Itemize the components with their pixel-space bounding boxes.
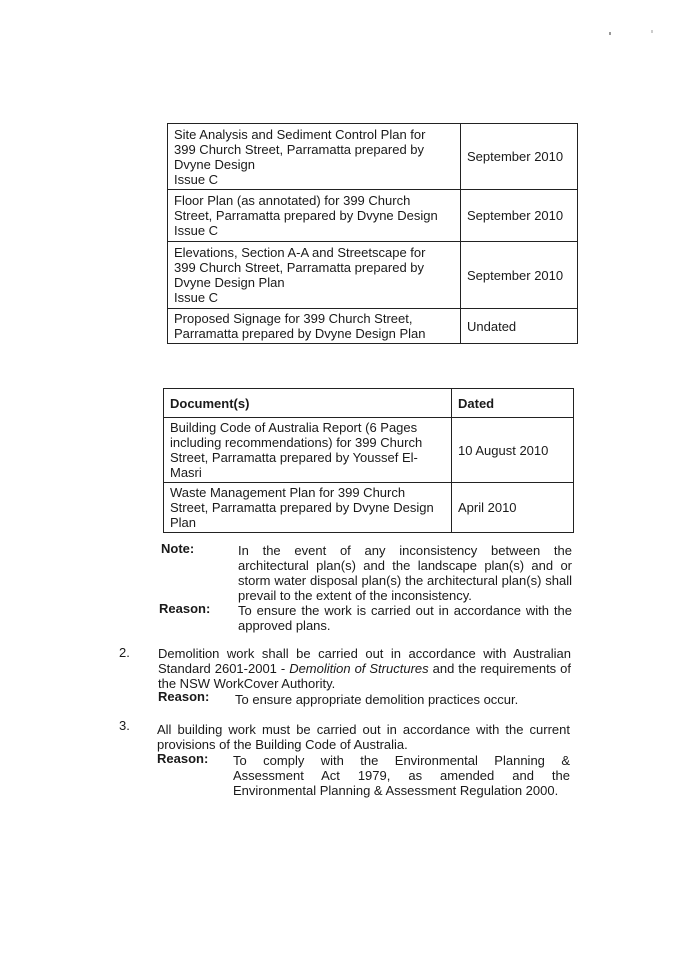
text-line: Parramatta prepared by Dvyne Design Plan [174,326,426,341]
text-line: Demolition work shall be carried out in accordance with Australian [158,646,571,661]
text-line: storm water disposal plan(s) the architectural plan(s) shall [238,573,572,588]
text-line: Street, Parramatta prepared by Youssef El- [170,450,418,465]
text-line [158,661,571,676]
text-line: provisions of the Building Code of Australia. [157,737,408,752]
documents-table [163,388,574,533]
issue-label: Issue C [174,290,219,305]
condition-2-reason-text: To ensure appropriate demolition practices occur. [235,692,519,707]
issue-label: Issue C [174,223,219,238]
column-header-dated: Dated [452,389,574,418]
text-line: Dvyne Design Plan [174,275,285,290]
text-line: including recommendations) for 399 Church [170,435,423,450]
note-label: Note: [161,541,195,556]
text-line: prevail to the extent of the inconsistency. [238,588,472,603]
plan-description-cell [168,309,461,344]
condition-2-reason-label: Reason: [158,689,210,704]
text-line: To ensure the work is carried out in accordance with the [238,603,572,618]
text-line: Site Analysis and Sediment Control Plan for [174,126,426,142]
text-line: Elevations, Section A-A and Streetscape for [174,245,426,260]
document-description-cell [164,418,452,483]
table-header-row [164,389,574,418]
document-description-cell [164,483,452,533]
text-line: Plan [170,515,197,530]
text-line: Proposed Signage for 399 Church Street, [174,311,413,326]
table-row [168,124,578,190]
table-row [168,242,578,309]
text-line: Floor Plan (as annotated) for 399 Church [174,193,411,208]
plan-date-cell: September 2010 [461,242,578,309]
text-segment: and the requirements of [428,661,571,676]
text-line: Building Code of Australia Report (6 Pages [170,420,418,435]
table-row [164,483,574,533]
column-header-document: Document(s) [164,389,452,418]
text-line: In the event of any inconsistency between the [238,543,572,558]
text-line: Environmental Planning & Assessment Regulation 2000. [233,783,559,798]
plan-date-cell: Undated [461,309,578,344]
note-reason-label: Reason: [159,601,211,616]
condition-2-text [158,646,571,691]
plan-date-cell: September 2010 [461,124,578,190]
text-line: 399 Church Street, Parramatta prepared by [174,141,425,157]
scan-speck [609,32,611,35]
text-line: To comply with the Environmental Planning & [233,753,570,768]
plans-table [167,123,578,344]
plan-description-cell [168,242,461,309]
text-line: Assessment Act 1979, as amended and the [233,768,570,783]
text-line: the NSW WorkCover Authority. [158,676,336,691]
text-line: Waste Management Plan for 399 Church [170,485,406,500]
text-line: Masri [170,465,202,480]
standard-title: Demolition of Structures [289,661,429,676]
text-line: architectural plan(s) and the landscape plan(s) and or [238,558,572,573]
condition-3-reason-text [233,753,570,798]
text-segment: Standard 2601-2001 - [158,661,290,676]
table-row [168,190,578,242]
text-line: All building work must be carried out in accordance with the current [157,722,570,737]
note-text [238,543,572,603]
text-line: approved plans. [238,618,331,633]
note-reason-text [238,603,572,633]
condition-number: 2. [119,645,130,660]
issue-label: Issue C [174,171,219,187]
condition-number: 3. [119,718,130,733]
table-row [168,309,578,344]
document-date-cell: 10 August 2010 [452,418,574,483]
text-line: Dvyne Design [174,156,255,172]
table-row [164,418,574,483]
document-date-cell: April 2010 [452,483,574,533]
text-line: Street, Parramatta prepared by Dvyne Design [170,500,434,515]
scan-speck [651,30,653,33]
condition-3-reason-label: Reason: [157,751,209,766]
text-line: 399 Church Street, Parramatta prepared by [174,260,425,275]
plan-description-cell [168,190,461,242]
condition-3-text [157,722,570,752]
plan-description-cell [168,124,461,190]
plan-date-cell: September 2010 [461,190,578,242]
text-line: Street, Parramatta prepared by Dvyne Design [174,208,438,223]
